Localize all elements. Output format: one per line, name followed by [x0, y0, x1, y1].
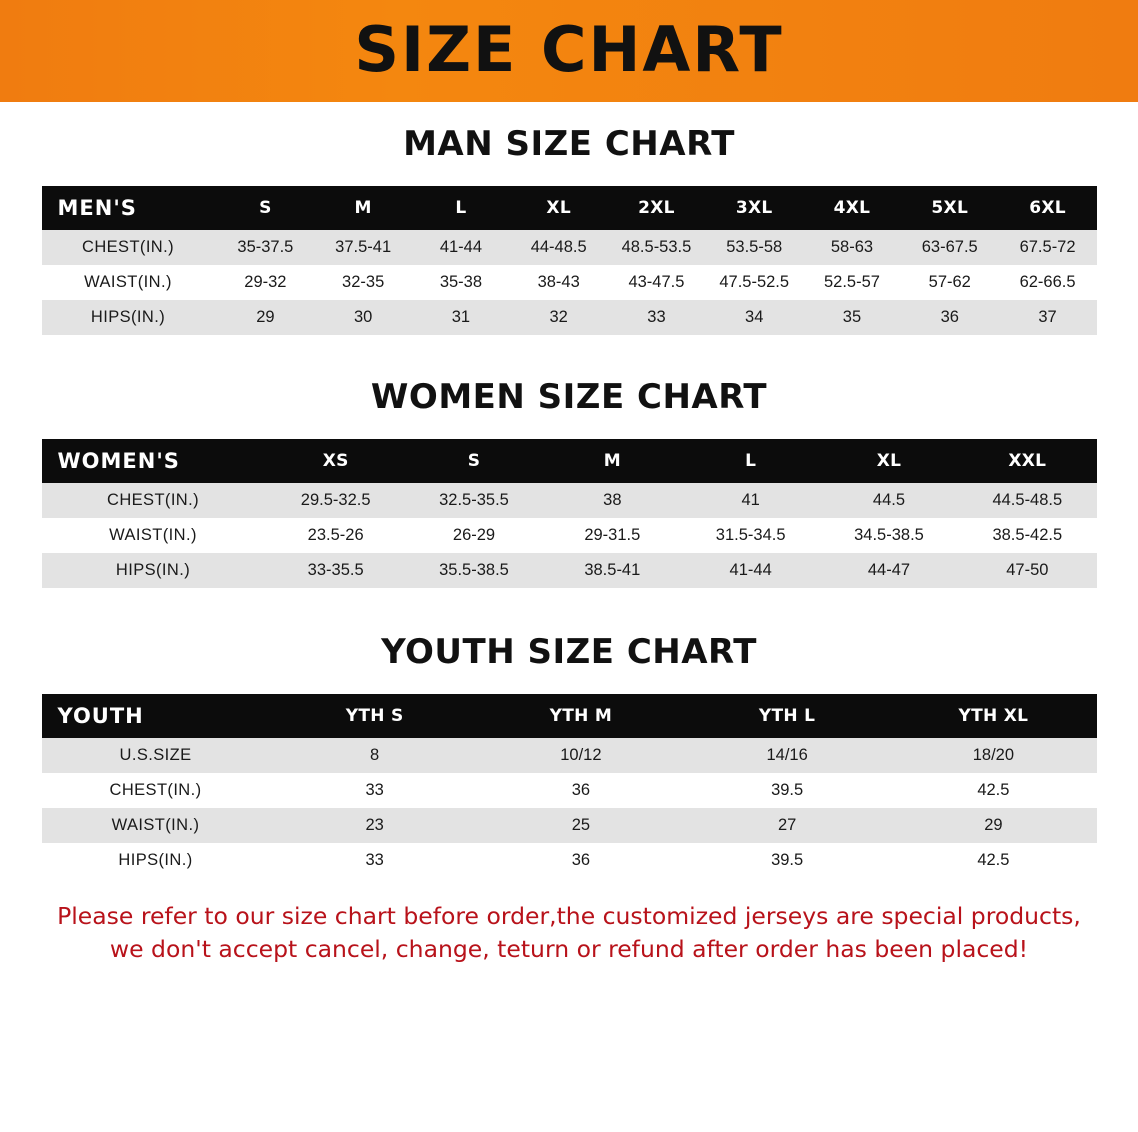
- men-row-2-label: HIPS(IN.): [42, 300, 217, 335]
- youth-row-0-label: U.S.SIZE: [42, 738, 272, 773]
- men-r1c7: 57-62: [901, 265, 999, 300]
- men-col-1: M: [314, 186, 412, 230]
- women-r1c5: 38.5-42.5: [958, 518, 1096, 553]
- youth-section-heading: YOUTH SIZE CHART: [381, 632, 757, 672]
- women-r1c0: 23.5-26: [267, 518, 405, 553]
- women-r2c3: 41-44: [681, 553, 819, 588]
- men-col-3: XL: [510, 186, 608, 230]
- page-title: SIZE CHART: [354, 13, 784, 86]
- youth-r3c1: 36: [478, 843, 684, 878]
- men-r1c4: 43-47.5: [608, 265, 706, 300]
- men-r1c0: 29-32: [217, 265, 315, 300]
- men-r1c1: 32-35: [314, 265, 412, 300]
- women-r1c4: 34.5-38.5: [820, 518, 958, 553]
- women-col-1: S: [405, 439, 543, 483]
- men-r0c6: 58-63: [803, 230, 901, 265]
- women-r2c1: 35.5-38.5: [405, 553, 543, 588]
- youth-r1c0: 33: [272, 773, 478, 808]
- women-row-2-label: HIPS(IN.): [42, 553, 267, 588]
- men-r0c5: 53.5-58: [705, 230, 803, 265]
- women-r1c3: 31.5-34.5: [681, 518, 819, 553]
- women-row-1-label: WAIST(IN.): [42, 518, 267, 553]
- men-r1c2: 35-38: [412, 265, 510, 300]
- youth-r0c1: 10/12: [478, 738, 684, 773]
- women-r0c1: 32.5-35.5: [405, 483, 543, 518]
- men-r1c5: 47.5-52.5: [705, 265, 803, 300]
- table-header-row: [42, 186, 1097, 230]
- youth-r3c0: 33: [272, 843, 478, 878]
- table-row: [42, 518, 1097, 553]
- men-r0c4: 48.5-53.5: [608, 230, 706, 265]
- women-size-table: [42, 439, 1097, 588]
- women-col-2: M: [543, 439, 681, 483]
- women-col-3: L: [681, 439, 819, 483]
- men-corner-label: MEN'S: [42, 186, 217, 230]
- men-col-6: 4XL: [803, 186, 901, 230]
- women-r0c0: 29.5-32.5: [267, 483, 405, 518]
- men-r0c8: 67.5-72: [999, 230, 1097, 265]
- youth-r2c1: 25: [478, 808, 684, 843]
- women-r2c4: 44-47: [820, 553, 958, 588]
- youth-r0c0: 8: [272, 738, 478, 773]
- youth-r1c3: 42.5: [890, 773, 1096, 808]
- youth-row-2-label: WAIST(IN.): [42, 808, 272, 843]
- youth-col-3: YTH XL: [890, 694, 1096, 738]
- table-row: [42, 483, 1097, 518]
- men-r2c8: 37: [999, 300, 1097, 335]
- youth-r3c2: 39.5: [684, 843, 890, 878]
- table-row: [42, 230, 1097, 265]
- men-r2c2: 31: [412, 300, 510, 335]
- men-r0c3: 44-48.5: [510, 230, 608, 265]
- youth-corner-label: YOUTH: [42, 694, 272, 738]
- women-size-table-wrap: [42, 439, 1097, 588]
- men-col-0: S: [217, 186, 315, 230]
- man-size-table: [42, 186, 1097, 335]
- men-r2c3: 32: [510, 300, 608, 335]
- women-corner-label: WOMEN'S: [42, 439, 267, 483]
- youth-r1c2: 39.5: [684, 773, 890, 808]
- note-line-2: we don't accept cancel, change, teturn or refund after order has been placed!: [109, 935, 1029, 964]
- men-r2c6: 35: [803, 300, 901, 335]
- man-size-table-wrap: [42, 186, 1097, 335]
- table-row: [42, 738, 1097, 773]
- youth-col-0: YTH S: [272, 694, 478, 738]
- table-row: [42, 773, 1097, 808]
- men-r1c8: 62-66.5: [999, 265, 1097, 300]
- youth-r3c3: 42.5: [890, 843, 1096, 878]
- table-row: [42, 553, 1097, 588]
- table-header-row: [42, 694, 1097, 738]
- note-line-1: Please refer to our size chart before order,the customized jerseys are special products,: [57, 902, 1081, 930]
- men-col-4: 2XL: [608, 186, 706, 230]
- page-banner: [0, 0, 1138, 102]
- order-policy-note: [44, 900, 1094, 967]
- youth-r2c0: 23: [272, 808, 478, 843]
- youth-r2c3: 29: [890, 808, 1096, 843]
- youth-row-3-label: HIPS(IN.): [42, 843, 272, 878]
- women-r1c2: 29-31.5: [543, 518, 681, 553]
- youth-r0c2: 14/16: [684, 738, 890, 773]
- youth-col-2: YTH L: [684, 694, 890, 738]
- youth-col-1: YTH M: [478, 694, 684, 738]
- men-r0c2: 41-44: [412, 230, 510, 265]
- table-header-row: [42, 439, 1097, 483]
- youth-size-table-wrap: [42, 694, 1097, 878]
- women-r0c5: 44.5-48.5: [958, 483, 1096, 518]
- women-r0c2: 38: [543, 483, 681, 518]
- men-col-8: 6XL: [999, 186, 1097, 230]
- men-r0c1: 37.5-41: [314, 230, 412, 265]
- youth-row-1-label: CHEST(IN.): [42, 773, 272, 808]
- men-row-0-label: CHEST(IN.): [42, 230, 217, 265]
- women-r2c5: 47-50: [958, 553, 1096, 588]
- men-col-7: 5XL: [901, 186, 999, 230]
- men-col-2: L: [412, 186, 510, 230]
- men-r0c0: 35-37.5: [217, 230, 315, 265]
- table-row: [42, 300, 1097, 335]
- table-row: [42, 265, 1097, 300]
- men-col-5: 3XL: [705, 186, 803, 230]
- men-r2c5: 34: [705, 300, 803, 335]
- women-col-5: XXL: [958, 439, 1096, 483]
- men-r0c7: 63-67.5: [901, 230, 999, 265]
- women-r2c0: 33-35.5: [267, 553, 405, 588]
- men-row-1-label: WAIST(IN.): [42, 265, 217, 300]
- women-col-4: XL: [820, 439, 958, 483]
- men-r2c1: 30: [314, 300, 412, 335]
- women-col-0: XS: [267, 439, 405, 483]
- youth-r2c2: 27: [684, 808, 890, 843]
- women-r2c2: 38.5-41: [543, 553, 681, 588]
- women-r0c3: 41: [681, 483, 819, 518]
- man-section-heading: MAN SIZE CHART: [403, 124, 735, 164]
- women-r0c4: 44.5: [820, 483, 958, 518]
- women-r1c1: 26-29: [405, 518, 543, 553]
- men-r1c3: 38-43: [510, 265, 608, 300]
- youth-size-table: [42, 694, 1097, 878]
- men-r2c4: 33: [608, 300, 706, 335]
- men-r2c0: 29: [217, 300, 315, 335]
- youth-r1c1: 36: [478, 773, 684, 808]
- men-r2c7: 36: [901, 300, 999, 335]
- men-r1c6: 52.5-57: [803, 265, 901, 300]
- youth-r0c3: 18/20: [890, 738, 1096, 773]
- women-row-0-label: CHEST(IN.): [42, 483, 267, 518]
- table-row: [42, 843, 1097, 878]
- women-section-heading: WOMEN SIZE CHART: [370, 377, 768, 417]
- table-row: [42, 808, 1097, 843]
